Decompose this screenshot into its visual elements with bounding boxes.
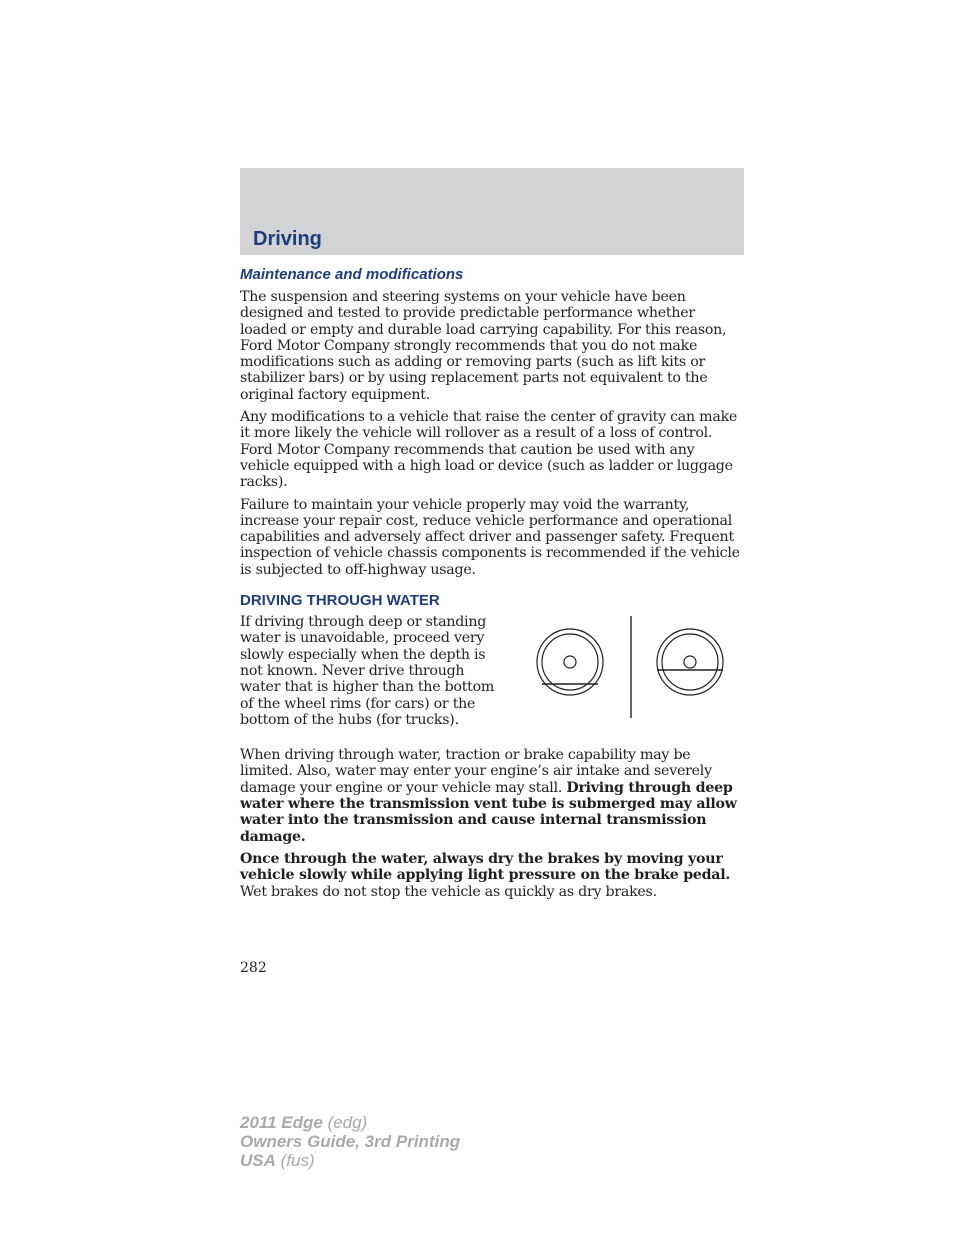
footer-model: 2011 Edge bbox=[240, 1113, 323, 1132]
water-paragraph-3 bbox=[240, 851, 744, 900]
footer-market: USA bbox=[240, 1151, 276, 1170]
water-p2-bold: Driving through deep water where the transmission vent tube is submerged may allow water into the transmission and cause internal transmission damage. bbox=[240, 779, 737, 845]
water-heading: DRIVING THROUGH WATER bbox=[240, 592, 440, 610]
maintenance-paragraph-2: Any modifications to a vehicle that raise the center of gravity can make it more likely the vehicle will rollover as a result of a loss of control. Ford Motor Company recommends that caution be used with any vehicle equipped with a high load or device (such as ladder or luggage racks). bbox=[240, 409, 738, 491]
page-number: 282 bbox=[240, 960, 267, 976]
footer-line-2: Owners Guide, 3rd Printing bbox=[240, 1132, 461, 1151]
maintenance-heading: Maintenance and modifications bbox=[240, 266, 464, 283]
footer-model-code: (edg) bbox=[322, 1113, 368, 1132]
chapter-title: Driving bbox=[253, 228, 322, 250]
wheel-depth-illustration bbox=[532, 612, 732, 720]
maintenance-paragraph-3: Failure to maintain your vehicle properly may void the warranty, increase your repair cost, reduce vehicle performance and operational capabilities and adversely affect driver and passenger safety. Frequent inspection of vehicle chassis components is recommended if the vehicle is subjected to off-highway usage. bbox=[240, 496, 740, 578]
water-intro-paragraph: If driving through deep or standing water is unavoidable, proceed very slowly especially when the depth is not known. Never drive through water that is higher than the bottom of the wheel rims (for cars) or the bottom of the hubs (for trucks). bbox=[240, 614, 495, 728]
footer-line-1 bbox=[240, 1113, 460, 1132]
water-paragraph-2 bbox=[240, 747, 744, 845]
footer-line-3 bbox=[240, 1151, 460, 1170]
car-wheel-icon bbox=[537, 629, 603, 695]
chapter-header-band bbox=[240, 168, 744, 255]
document-footer bbox=[240, 1113, 460, 1170]
water-p2-normal: When driving through water, traction or brake capability may be limited. Also, water may enter your engine’s air intake and severely damage your engine or your vehicle may stall. bbox=[240, 747, 712, 796]
water-p3-bold: Once through the water, always dry the brakes by moving your vehicle slowly while applying light pressure on the brake pedal. bbox=[240, 850, 731, 884]
truck-wheel-icon bbox=[657, 629, 723, 695]
page-content bbox=[240, 266, 744, 906]
maintenance-paragraph-1: The suspension and steering systems on your vehicle have been designed and tested to provide predictable performance whether loaded or empty and durable load carrying capability. For this reason, Ford Motor Company strongly recommends that you do not make modifications such as adding or removing parts (such as lift kits or stabilizer bars) or by using replacement parts not equivalent to the original factory equipment. bbox=[240, 289, 727, 403]
water-p3-normal: Wet brakes do not stop the vehicle as quickly as dry brakes. bbox=[240, 883, 657, 900]
water-intro-row bbox=[240, 614, 744, 728]
footer-market-code: (fus) bbox=[275, 1151, 315, 1170]
